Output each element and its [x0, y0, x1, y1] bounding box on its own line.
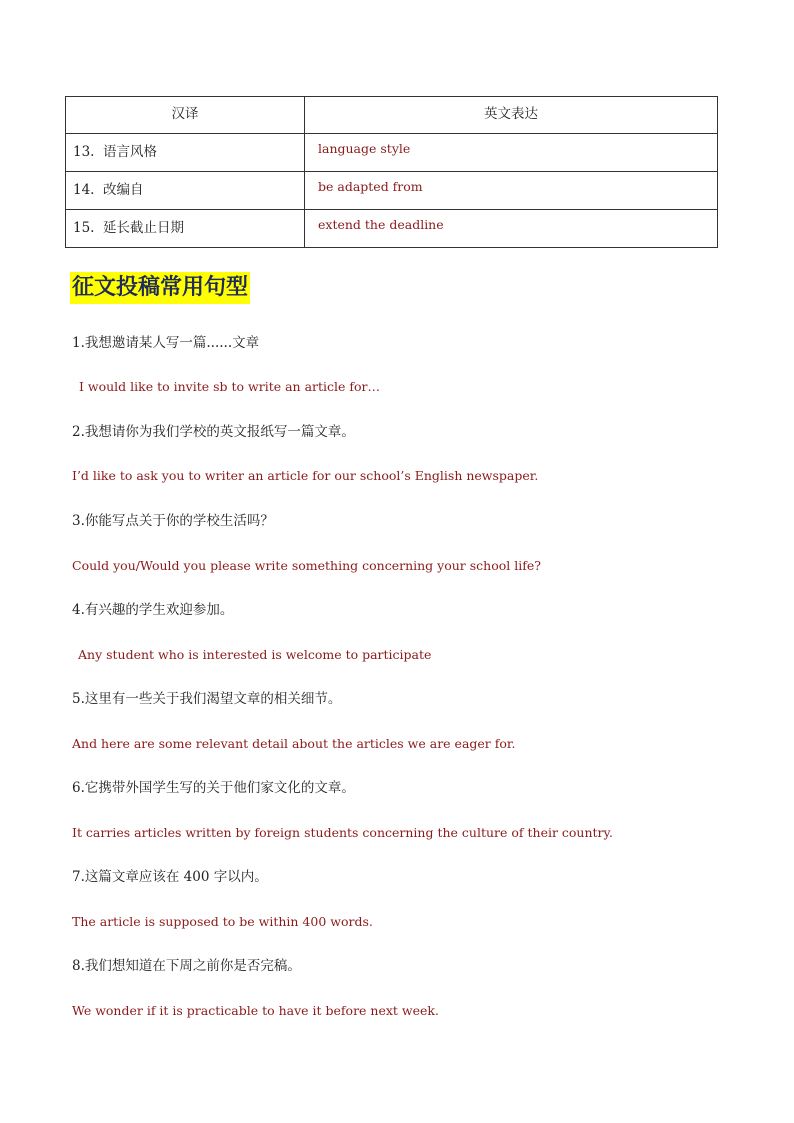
table-row: [66, 134, 718, 172]
sentence-english: I would like to invite sb to write an article for…: [79, 379, 381, 394]
vocabulary-table: [65, 96, 718, 248]
header-chinese: 汉译: [66, 97, 305, 134]
sentence-chinese: 1.我想邀请某人写一篇......文章: [72, 335, 260, 351]
sentence-english: The article is supposed to be within 400 words.: [72, 914, 373, 929]
sentence-english: It carries articles written by foreign students concerning the culture of their country.: [72, 825, 613, 840]
cell-chinese: [66, 210, 305, 248]
cell-english: be adapted from: [305, 172, 718, 210]
row-number: 14.: [73, 182, 95, 198]
sentence-chinese: 3.你能写点关于你的学校生活吗？: [72, 513, 274, 529]
table-row: [66, 210, 718, 248]
sentence-english: And here are some relevant detail about the articles we are eager for.: [72, 736, 516, 751]
row-number: 15.: [73, 220, 95, 236]
header-english: 英文表达: [305, 97, 718, 134]
table-row: [66, 172, 718, 210]
chinese-term: 改编自: [103, 182, 144, 198]
row-number: 13.: [73, 144, 95, 160]
chinese-term: 语言风格: [103, 144, 157, 160]
sentence-chinese: 8.我们想知道在下周之前你是否完稿。: [72, 958, 301, 974]
sentence-chinese: 6.它携带外国学生写的关于他们家文化的文章。: [72, 780, 355, 796]
sentence-chinese: 5.这里有一些关于我们渴望文章的相关细节。: [72, 691, 342, 707]
cell-english: language style: [305, 134, 718, 172]
sentence-english: Any student who is interested is welcome to participate: [78, 647, 432, 662]
sentence-chinese: 4.有兴趣的学生欢迎参加。: [72, 602, 234, 618]
cell-chinese: [66, 134, 305, 172]
sentence-chinese: 2.我想请你为我们学校的英文报纸写一篇文章。: [72, 424, 355, 440]
sentence-english: I’d like to ask you to writer an article for our school’s English newspaper.: [72, 468, 539, 483]
chinese-term: 延长截止日期: [103, 220, 184, 236]
section-heading: 征文投稿常用句型: [70, 272, 250, 304]
cell-english: extend the deadline: [305, 210, 718, 248]
cell-chinese: [66, 172, 305, 210]
table-header-row: [66, 97, 718, 134]
sentence-english: We wonder if it is practicable to have it before next week.: [72, 1003, 439, 1018]
sentence-english: Could you/Would you please write something concerning your school life?: [72, 558, 541, 573]
sentence-chinese: 7.这篇文章应该在 400 字以内。: [72, 869, 268, 885]
